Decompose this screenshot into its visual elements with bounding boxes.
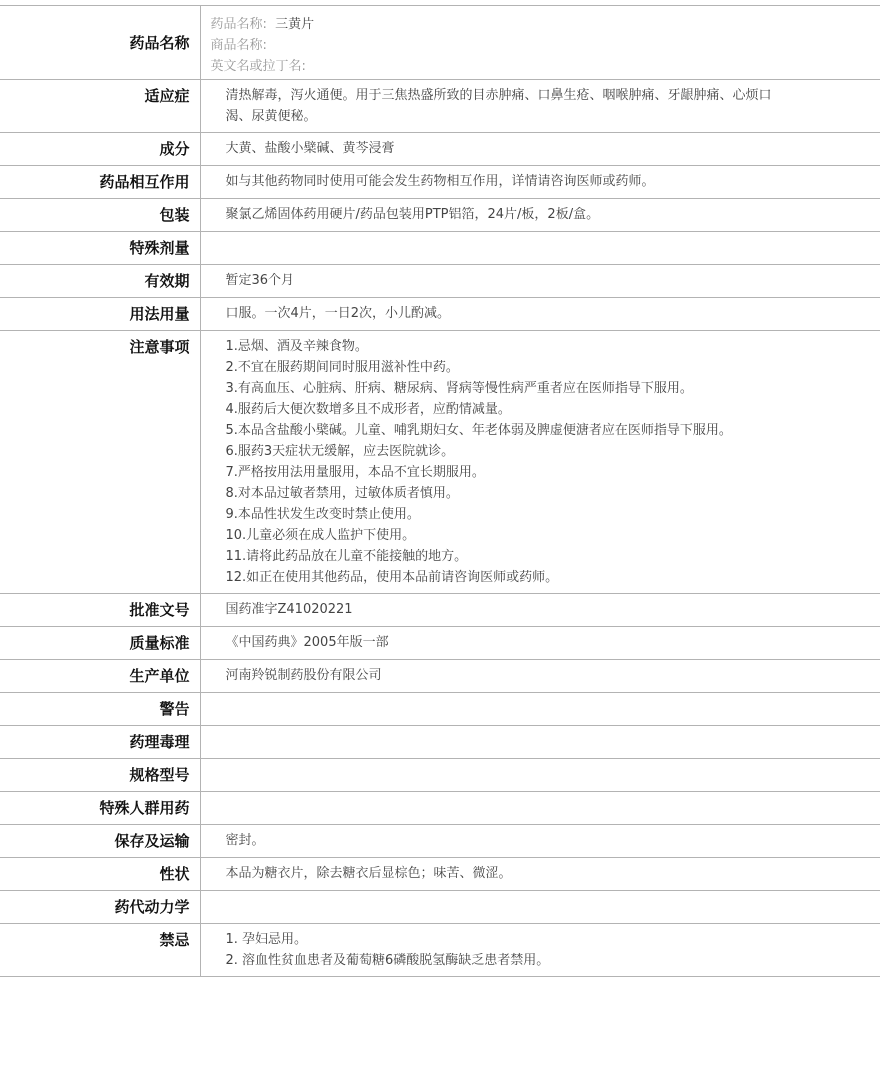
contraindication-item: 2. 溶血性贫血患者及葡萄糖6磷酸脱氢酶缺乏患者禁用。 (225, 953, 550, 968)
trade-name-line (211, 35, 867, 56)
label-pharmacokinetics: 药代动力学 (0, 891, 200, 924)
label-pharmacology: 药理毒理 (0, 726, 200, 759)
row-special-population (0, 792, 880, 825)
row-contraindications (0, 924, 880, 977)
label-ingredients: 成分 (0, 133, 200, 166)
label-drug-name: 药品名称 (0, 6, 200, 80)
label-interaction: 药品相互作用 (0, 166, 200, 199)
row-drug-name (0, 6, 880, 80)
english-name-line (211, 56, 867, 77)
label-precautions: 注意事项 (0, 331, 200, 594)
row-warning (0, 693, 880, 726)
label-contraindications: 禁忌 (0, 924, 200, 977)
value-package: 聚氯乙烯固体药用硬片/药品包装用PTP铝箔，24片/板，2板/盒。 (225, 207, 600, 222)
label-storage: 保存及运输 (0, 825, 200, 858)
value-precautions (200, 331, 880, 594)
row-interaction (0, 166, 880, 199)
precaution-item: 5.本品含盐酸小檗碱。儿童、哺乳期妇女、年老体弱及脾虚便溏者应在医师指导下服用。 (225, 423, 732, 438)
value-warning (200, 693, 880, 726)
row-pharmacology (0, 726, 880, 759)
label-indication: 适应症 (0, 80, 200, 133)
drug-name-line (211, 14, 867, 35)
names-cell (200, 6, 880, 80)
value-contraindications (200, 924, 880, 977)
row-indication (0, 80, 880, 133)
value-ingredients: 大黄、盐酸小檗碱、黄芩浸膏 (225, 141, 395, 156)
value-special-dosage (200, 232, 880, 265)
label-special-dosage: 特殊剂量 (0, 232, 200, 265)
label-quality-standard: 质量标准 (0, 627, 200, 660)
precaution-item: 4.服药后大便次数增多且不成形者，应酌情减量。 (225, 402, 511, 417)
value-character: 本品为糖衣片，除去糖衣后显棕色；味苦、微涩。 (225, 866, 512, 881)
label-character: 性状 (0, 858, 200, 891)
precaution-item: 11.请将此药品放在儿童不能接触的地方。 (225, 549, 468, 564)
value-specification (200, 759, 880, 792)
precaution-item: 8.对本品过敏者禁用，过敏体质者慎用。 (225, 486, 459, 501)
precaution-item: 1.忌烟、酒及辛辣食物。 (225, 339, 368, 354)
label-package: 包装 (0, 199, 200, 232)
value-interaction: 如与其他药物同时使用可能会发生药物相互作用，详情请咨询医师或药师。 (225, 174, 655, 189)
row-specification (0, 759, 880, 792)
row-character (0, 858, 880, 891)
value-pharmacology (200, 726, 880, 759)
precaution-item: 2.不宜在服药期间同时服用滋补性中药。 (225, 360, 459, 375)
drug-name-value: 三黄片 (275, 17, 315, 32)
row-special-dosage (0, 232, 880, 265)
drug-name-label: 药品名称: (210, 17, 267, 32)
precaution-item: 3.有高血压、心脏病、肝病、糖尿病、肾病等慢性病严重者应在医师指导下服用。 (225, 381, 693, 396)
precaution-item: 12.如正在使用其他药品，使用本品前请咨询医师或药师。 (225, 570, 559, 585)
label-special-population: 特殊人群用药 (0, 792, 200, 825)
value-validity: 暂定36个月 (225, 273, 295, 288)
label-manufacturer: 生产单位 (0, 660, 200, 693)
label-validity: 有效期 (0, 265, 200, 298)
row-package (0, 199, 880, 232)
value-storage: 密封。 (225, 833, 265, 848)
value-manufacturer: 河南羚锐制药股份有限公司 (225, 668, 382, 683)
value-quality-standard: 《中国药典》2005年版一部 (225, 635, 389, 650)
row-storage (0, 825, 880, 858)
value-indication: 清热解毒，泻火通便。用于三焦热盛所致的目赤肿痛、口鼻生疮、咽喉肿痛、牙龈肿痛、心烦口渴、尿黄便秘。 (225, 88, 772, 124)
row-approval-number (0, 594, 880, 627)
label-warning: 警告 (0, 693, 200, 726)
row-pharmacokinetics (0, 891, 880, 924)
trade-name-label: 商品名称: (210, 38, 267, 53)
drug-spec-table (0, 5, 880, 977)
row-manufacturer (0, 660, 880, 693)
label-usage: 用法用量 (0, 298, 200, 331)
row-validity (0, 265, 880, 298)
precaution-item: 9.本品性状发生改变时禁止使用。 (225, 507, 420, 522)
value-pharmacokinetics (200, 891, 880, 924)
precaution-item: 10.儿童必须在成人监护下使用。 (225, 528, 416, 543)
value-special-population (200, 792, 880, 825)
row-ingredients (0, 133, 880, 166)
row-quality-standard (0, 627, 880, 660)
row-precautions (0, 331, 880, 594)
value-approval-number: 国药准字Z41020221 (225, 602, 353, 617)
precaution-item: 7.严格按用法用量服用，本品不宜长期服用。 (225, 465, 485, 480)
english-name-label: 英文名或拉丁名: (210, 59, 306, 74)
precaution-item: 6.服药3天症状无缓解，应去医院就诊。 (225, 444, 455, 459)
row-usage (0, 298, 880, 331)
contraindication-item: 1. 孕妇忌用。 (225, 932, 308, 947)
value-usage: 口服。一次4片，一日2次，小儿酌减。 (225, 306, 451, 321)
label-specification: 规格型号 (0, 759, 200, 792)
label-approval-number: 批准文号 (0, 594, 200, 627)
